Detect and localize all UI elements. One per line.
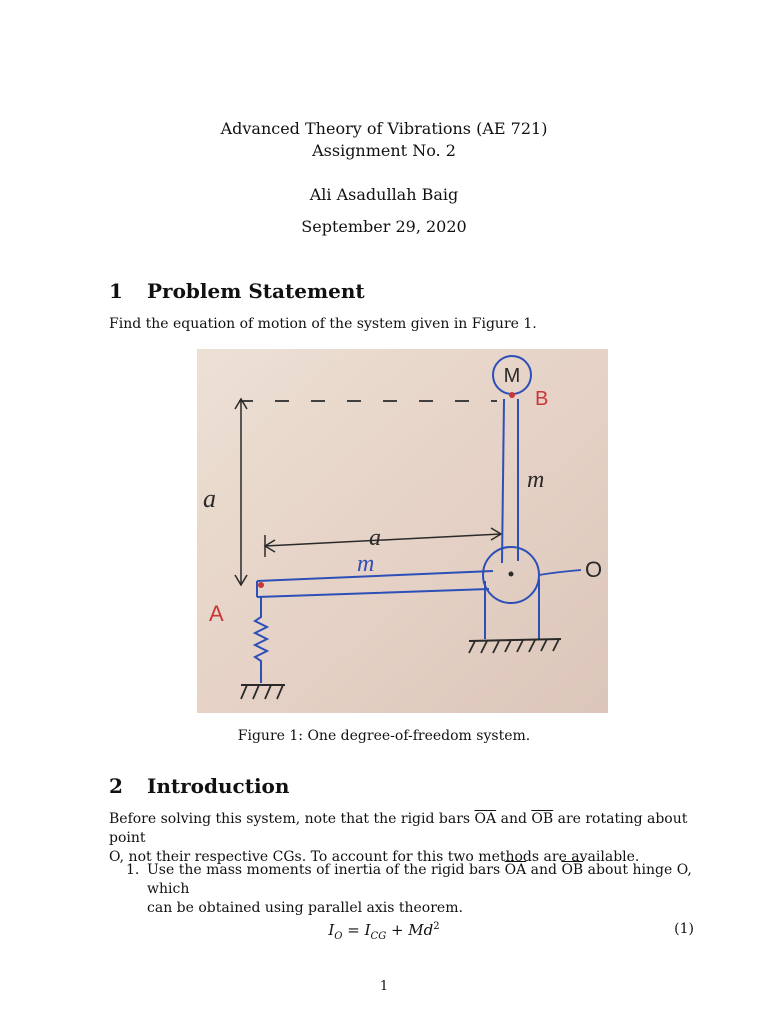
date-block (0, 216, 768, 238)
list-marker-1: 1. (126, 862, 140, 878)
item1-text-1: Use the mass moments of inertia of the rigid bars (147, 862, 505, 878)
section-1-heading (109, 279, 365, 303)
label-point-o: O (585, 557, 603, 582)
equation-1 (0, 921, 768, 942)
author-block (0, 184, 768, 206)
label-point-a: A (209, 601, 224, 626)
point-b-dot (509, 392, 515, 398)
problem-statement-text (109, 315, 699, 334)
eq-i-cg: I (364, 921, 371, 939)
label-horizontal-bar-m: m (357, 551, 375, 577)
author-name: Ali Asadullah Baig (309, 185, 459, 204)
eq-sub-o: O (334, 931, 343, 942)
eq-i: I (328, 921, 335, 939)
hinge-center-dot (509, 572, 514, 577)
figure-1-photo (197, 349, 608, 713)
label-mass-m: M (503, 365, 521, 387)
figure-1-caption: Figure 1: One degree-of-freedom system. (237, 728, 531, 744)
problem-statement-sentence: Find the equation of motion of the system given in Figure 1. (109, 316, 537, 332)
eq-md: Md (408, 921, 434, 939)
item1-text-and: and (526, 862, 562, 878)
bar-ob-symbol: $\overline{OB}$ (531, 811, 554, 827)
assignment-number: Assignment No. 2 (312, 141, 456, 160)
eq-sub-cg: CG (370, 931, 387, 942)
list-item-1-body (147, 861, 701, 918)
eq-sup-2: 2 (433, 921, 440, 932)
label-vertical-a: a (203, 484, 216, 513)
label-vertical-bar-m: m (527, 467, 545, 493)
bar-oa-symbol: $\overline{OA}$ (474, 811, 497, 827)
eq-equals: = (342, 921, 365, 939)
document-date: September 29, 2020 (301, 217, 467, 236)
intro-text-3: O, not their respective CGs. To account for this two methods are available. (109, 849, 640, 865)
intro-text-and: and (496, 811, 532, 827)
section-1-title: Problem Statement (147, 279, 365, 303)
intro-text-2: are rotating about point (109, 811, 688, 846)
label-horizontal-a: a (369, 525, 381, 551)
section-2-heading (109, 774, 289, 798)
item1-bar-oa-symbol: $\overline{OA}$ (504, 862, 527, 878)
equation-1-number: (1) (674, 921, 694, 937)
section-2-number: 2 (109, 774, 123, 798)
eq-plus: + (386, 921, 409, 939)
course-title: Advanced Theory of Vibrations (AE 721) (220, 119, 548, 138)
label-point-b: B (535, 388, 549, 410)
section-1-number: 1 (109, 279, 123, 303)
item1-bar-ob-symbol: $\overline{OB}$ (561, 862, 584, 878)
hand-drawn-diagram (197, 349, 608, 713)
introduction-paragraph (109, 810, 699, 867)
list-item-1 (126, 861, 701, 918)
document-title-block (0, 118, 768, 162)
item1-text-3: can be obtained using parallel axis theorem. (147, 900, 463, 916)
point-a-dot (258, 582, 264, 588)
intro-text-1: Before solving this system, note that the rigid bars (109, 811, 475, 827)
section-2-title: Introduction (147, 774, 290, 798)
item1-text-2: about hinge O, which (147, 862, 692, 897)
page-number: 1 (379, 979, 389, 994)
